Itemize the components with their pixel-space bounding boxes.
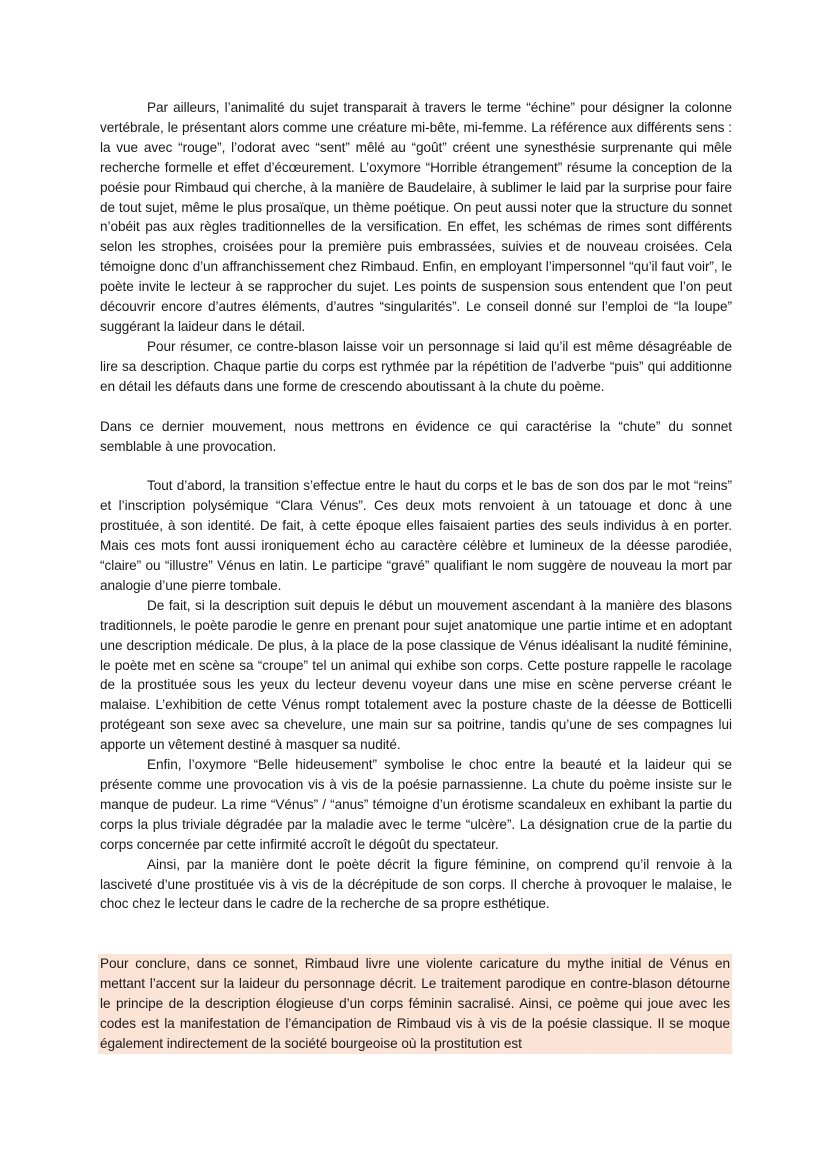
spacer xyxy=(100,397,732,417)
document-body xyxy=(100,98,732,1054)
conclusion-highlight xyxy=(98,954,732,1054)
paragraph-animality: Par ailleurs, l’animalité du sujet transparait à travers le terme “échine” pour désigner la colonne vertébrale, le présentant alors comme une créature mi-bête, mi-femme. La référence aux différents sens : la vue avec “rouge”, l’odorat avec “sent” mêlé au “goût” créent une synesthésie surprenante qui mêle recherche formelle et effet d’écœurement. L’oxymore “Horrible étrangement” résume la conception de la poésie pour Rimbaud qui cherche, à la manière de Baudelaire, à sublimer le laid par la surprise pour faire de tout sujet, même le plus prosaïque, un thème poétique. On peut aussi noter que la structure du sonnet n’obéit pas aux règles traditionnelles de la versification. En effet, les schémas de rimes sont différents selon les strophes, croisées pour la première puis embrassées, suivies et de nouveau croisées. Cela témoigne donc d’un affranchissement chez Rimbaud. Enfin, en employant l’impersonnel “qu’il faut voir”, le poète invite le lecteur à se rapprocher du sujet. Les points de suspension sous entendent que l’on peut découvrir encore d’autres éléments, d’autres “singularités”. Le conseil donné sur l’emploi de “la loupe” suggérant la laideur dans le détail. xyxy=(100,100,732,334)
spacer xyxy=(100,914,732,954)
paragraph-parody: De fait, si la description suit depuis le début un mouvement ascendant à la manière des blasons traditionnels, le poète parodie le genre en prenant pour sujet anatomique une partie intime et en adoptant une description médicale. De plus, à la place de la pose classique de Vénus idéalisant la nudité féminine, le poète met en scène sa “croupe” tel un animal qui exhibe son corps. Cette posture rappelle le racolage de la prostituée sous les yeux du lecteur devenu voyeur dans une mise en scène perverse créant le malaise. L’exhibition de cette Vénus rompt totalement avec la posture chaste de la déesse de Botticelli protégeant son sexe avec sa chevelure, une main sur sa poitrine, tandis qu’une de ses compagnes lui apporte un vêtement destiné à masquer sa nudité. xyxy=(100,597,732,753)
paragraph-oxymore: Enfin, l’oxymore “Belle hideusement” symbolise le choc entre la beauté et la laideur qui se présente comme une provocation vis à vis de la poésie parnassienne. La chute du poème insiste sur le manque de pudeur. La rime “Vénus” / “anus” témoigne d’un érotisme scandaleux en exhibant la partie du corps la plus triviale dégradée par la maladie avec le terme “ulcère”. La désignation crue de la partie du corps concernée par cette infirmité accroît le dégoût du spectateur. xyxy=(100,757,732,852)
paragraph-reins: Tout d’abord, la transition s’effectue entre le haut du corps et le bas de son dos par le mot “reins” et l’inscription polysémique “Clara Vénus”. Ces deux mots renvoient à un tatouage et donc à une prostituée, à son identité. De fait, à cette époque elles faisaient parties des seuls individus à en porter. Mais ces mots font aussi ironiquement écho au caractère célèbre et lumineux de la déesse parodiée, “claire” ou “illustre” Vénus en latin. Le participe “gravé” qualifiant le nom suggère de nouveau la mort par analogie d’une pierre tombale. xyxy=(100,478,732,593)
spacer xyxy=(100,456,732,476)
paragraph-conclusion: Pour conclure, dans ce sonnet, Rimbaud livre une violente caricature du mythe initial de Vénus en mettant l’accent sur la laideur du personnage décrit. Le traitement parodique en contre-blason détourne le principe de la description élogieuse d’un corps féminin sacralisé. Ainsi, ce poème qui joue avec les codes est la manifestation de l’émancipation de Rimbaud vis à vis de la poésie classique. Il se moque également indirectement de la société bourgeoise où la prostitution est xyxy=(100,956,730,1051)
paragraph-ainsi: Ainsi, par la manière dont le poète décrit la figure féminine, on comprend qu’il renvoie à la lasciveté d’une prostituée vis à vis de la décrépitude de son corps. Il cherche à provoquer le malaise, le choc chez le lecteur dans le cadre de la recherche de sa propre esthétique. xyxy=(100,856,732,912)
paragraph-summary: Pour résumer, ce contre-blason laisse voir un personnage si laid qu’il est même désagréable de lire sa description. Chaque partie du corps est rythmée par la répétition de l’adverbe “puis” qui additionne en détail les défauts dans une forme de crescendo aboutissant à la chute du poème. xyxy=(100,338,732,394)
paragraph-transition: Dans ce dernier mouvement, nous mettrons en évidence ce qui caractérise la “chute” du sonnet semblable à une provocation. xyxy=(100,418,732,454)
